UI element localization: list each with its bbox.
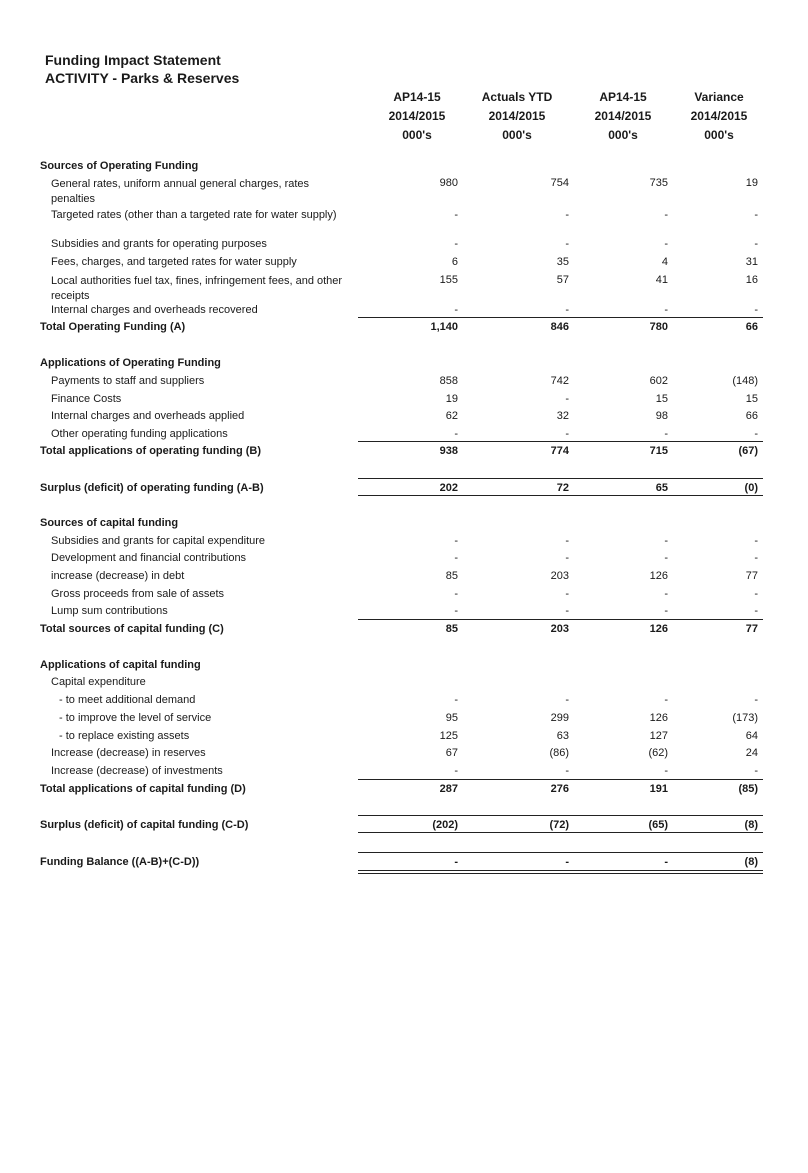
cell-value: 72 — [556, 482, 569, 494]
row-label: Funding Balance ((A-B)+(C-D)) — [40, 856, 200, 868]
table-row — [0, 535, 808, 553]
cell-value: 299 — [550, 712, 569, 724]
cell-value: 1,140 — [430, 321, 458, 333]
cell-value: - — [565, 694, 569, 706]
cell-value: 846 — [550, 321, 569, 333]
cell-value: 742 — [550, 375, 569, 387]
cell-value: - — [454, 535, 458, 547]
column-header-actuals-ytd: Actuals YTD 2014/2015 000's — [481, 90, 553, 142]
table-row — [0, 177, 808, 205]
cell-value: - — [664, 209, 668, 221]
cell-value: - — [754, 238, 758, 250]
cell-value: 715 — [649, 445, 668, 457]
cell-value: - — [454, 428, 458, 440]
row-label: increase (decrease) in debt — [51, 570, 185, 582]
table-row — [0, 605, 808, 623]
cell-value: 15 — [745, 393, 758, 405]
table-row — [0, 445, 808, 463]
cell-value: 67 — [445, 747, 458, 759]
cell-value: 15 — [655, 393, 668, 405]
row-label: Internal charges and overheads applied — [51, 410, 245, 422]
row-label: General rates, uniform annual general charges, rates penalties — [51, 178, 310, 205]
cell-value: - — [664, 552, 668, 564]
cell-value: - — [754, 588, 758, 600]
row-label: Surplus (deficit) of operating funding (A-B) — [40, 482, 264, 494]
cell-value: 125 — [439, 730, 458, 742]
cell-value: - — [754, 694, 758, 706]
cell-value: - — [565, 588, 569, 600]
cell-value: - — [754, 304, 758, 316]
row-label: Gross proceeds from sale of assets — [51, 588, 225, 600]
cell-value: - — [454, 304, 458, 316]
row-label: Total sources of capital funding (C) — [40, 623, 224, 635]
cell-value: 66 — [745, 410, 758, 422]
cell-value: - — [664, 304, 668, 316]
table-row — [0, 676, 808, 694]
cell-value: (67) — [738, 445, 758, 457]
cell-value: - — [565, 209, 569, 221]
cell-value: 126 — [649, 623, 668, 635]
row-label: Finance Costs — [51, 393, 122, 405]
table-row — [0, 410, 808, 428]
cell-value: 126 — [649, 570, 668, 582]
column-header-ap14-15-second: AP14-15 2014/2015 000's — [594, 90, 652, 142]
row-label: Sources of capital funding — [40, 517, 179, 529]
cell-value: 602 — [649, 375, 668, 387]
rule-line — [358, 495, 763, 496]
table-row — [0, 274, 808, 302]
table-row — [0, 730, 808, 748]
row-label: Targeted rates (other than a targeted rate for water supply) — [51, 209, 337, 221]
rule-line — [358, 441, 763, 442]
cell-value: - — [754, 209, 758, 221]
table-row — [0, 856, 808, 874]
cell-value: 77 — [745, 623, 758, 635]
cell-value: 191 — [649, 783, 668, 795]
row-label: Sources of Operating Funding — [40, 160, 199, 172]
cell-value: 98 — [655, 410, 668, 422]
cell-value: (65) — [648, 819, 668, 831]
row-label: Subsidies and grants for operating purposes — [51, 238, 267, 250]
cell-value: - — [565, 393, 569, 405]
table-row — [0, 783, 808, 801]
cell-value: 57 — [556, 274, 569, 286]
row-label: Other operating funding applications — [51, 428, 228, 440]
table-row — [0, 659, 808, 677]
table-row — [0, 552, 808, 570]
cell-value: (62) — [648, 747, 668, 759]
row-label: Development and financial contributions — [51, 552, 247, 564]
cell-value: - — [664, 428, 668, 440]
table-row — [0, 819, 808, 837]
cell-value: - — [664, 856, 668, 868]
cell-value: - — [565, 605, 569, 617]
row-label: Applications of capital funding — [40, 659, 201, 671]
cell-value: 735 — [649, 177, 668, 189]
cell-value: 35 — [556, 256, 569, 268]
row-label: Total applications of capital funding (D) — [40, 783, 246, 795]
cell-value: 202 — [439, 482, 458, 494]
cell-value: 85 — [445, 570, 458, 582]
cell-value: 203 — [550, 570, 569, 582]
table-row — [0, 712, 808, 730]
cell-value: 32 — [556, 410, 569, 422]
cell-value: 85 — [445, 623, 458, 635]
activity-title: ACTIVITY - Parks & Reserves — [45, 70, 240, 86]
cell-value: 77 — [745, 570, 758, 582]
cell-value: (86) — [549, 747, 569, 759]
row-label: Internal charges and overheads recovered — [51, 304, 258, 316]
cell-value: 276 — [550, 783, 569, 795]
cell-value: - — [754, 765, 758, 777]
cell-value: (202) — [432, 819, 458, 831]
cell-value: - — [664, 765, 668, 777]
cell-value: 95 — [445, 712, 458, 724]
table-row — [0, 570, 808, 588]
cell-value: - — [754, 605, 758, 617]
cell-value: - — [454, 694, 458, 706]
rule-line — [358, 478, 763, 479]
cell-value: - — [664, 238, 668, 250]
row-label: Payments to staff and suppliers — [51, 375, 205, 387]
cell-value: 4 — [661, 256, 668, 268]
cell-value: 980 — [439, 177, 458, 189]
cell-value: 203 — [550, 623, 569, 635]
rule-line — [358, 852, 763, 853]
rule-line — [358, 870, 763, 871]
cell-value: - — [454, 209, 458, 221]
cell-value: 155 — [439, 274, 458, 286]
rule-line — [358, 815, 763, 816]
cell-value: 41 — [655, 274, 668, 286]
cell-value: (72) — [549, 819, 569, 831]
cell-value: - — [565, 856, 569, 868]
table-row — [0, 747, 808, 765]
row-label: Total Operating Funding (A) — [40, 321, 186, 333]
table-row — [0, 588, 808, 606]
cell-value: - — [454, 588, 458, 600]
row-label: Subsidies and grants for capital expenditure — [51, 535, 266, 547]
rule-line — [358, 832, 763, 833]
table-row — [0, 256, 808, 274]
cell-value: - — [454, 856, 458, 868]
row-label: - to replace existing assets — [59, 730, 190, 742]
rule-line — [358, 873, 763, 874]
row-label: Local authorities fuel tax, fines, infringement fees, and other receipts — [51, 275, 343, 302]
cell-value: 63 — [556, 730, 569, 742]
cell-value: - — [664, 588, 668, 600]
cell-value: 64 — [745, 730, 758, 742]
document-title: Funding Impact Statement — [45, 52, 221, 68]
cell-value: 31 — [745, 256, 758, 268]
cell-value: - — [664, 605, 668, 617]
table-row — [0, 482, 808, 500]
cell-value: (173) — [732, 712, 758, 724]
row-label: Total applications of operating funding (B) — [40, 445, 261, 457]
cell-value: (8) — [744, 856, 758, 868]
table-row — [0, 623, 808, 641]
rule-line — [358, 619, 763, 620]
cell-value: - — [565, 428, 569, 440]
cell-value: - — [565, 765, 569, 777]
table-row — [0, 209, 808, 227]
column-header-variance: Variance 2014/2015 000's — [690, 90, 748, 142]
row-label: Lump sum contributions — [51, 605, 168, 617]
table-row — [0, 304, 808, 322]
cell-value: 126 — [649, 712, 668, 724]
row-label: - to meet additional demand — [59, 694, 196, 706]
row-label: Surplus (deficit) of capital funding (C-D) — [40, 819, 249, 831]
table-row — [0, 428, 808, 446]
cell-value: 938 — [439, 445, 458, 457]
cell-value: (148) — [732, 375, 758, 387]
row-label: Capital expenditure — [51, 676, 146, 688]
cell-value: - — [565, 552, 569, 564]
cell-value: - — [565, 304, 569, 316]
cell-value: - — [454, 765, 458, 777]
table-row — [0, 357, 808, 375]
cell-value: 66 — [745, 321, 758, 333]
row-label: Applications of Operating Funding — [40, 357, 221, 369]
cell-value: 780 — [649, 321, 668, 333]
row-label: Fees, charges, and targeted rates for water supply — [51, 256, 297, 268]
rule-line — [358, 779, 763, 780]
cell-value: (0) — [744, 482, 758, 494]
cell-value: 16 — [745, 274, 758, 286]
cell-value: 19 — [745, 177, 758, 189]
table-row — [0, 517, 808, 535]
row-label: Increase (decrease) in reserves — [51, 747, 206, 759]
cell-value: 19 — [445, 393, 458, 405]
table-row — [0, 375, 808, 393]
table-row — [0, 765, 808, 783]
cell-value: 287 — [439, 783, 458, 795]
row-label: - to improve the level of service — [59, 712, 212, 724]
table-row — [0, 238, 808, 256]
cell-value: 127 — [649, 730, 668, 742]
rule-line — [358, 317, 763, 318]
cell-value: 754 — [550, 177, 569, 189]
cell-value: - — [454, 238, 458, 250]
table-row — [0, 694, 808, 712]
cell-value: - — [454, 605, 458, 617]
cell-value: 774 — [550, 445, 569, 457]
cell-value: - — [754, 428, 758, 440]
cell-value: 858 — [439, 375, 458, 387]
cell-value: 6 — [451, 256, 458, 268]
cell-value: - — [754, 552, 758, 564]
table-row — [0, 393, 808, 411]
table-row — [0, 160, 808, 178]
cell-value: 24 — [745, 747, 758, 759]
cell-value: - — [565, 238, 569, 250]
cell-value: - — [454, 552, 458, 564]
cell-value: - — [664, 535, 668, 547]
column-header-ap14-15: AP14-15 2014/2015 000's — [388, 90, 446, 142]
cell-value: - — [565, 535, 569, 547]
cell-value: - — [754, 535, 758, 547]
cell-value: 62 — [445, 410, 458, 422]
cell-value: (85) — [738, 783, 758, 795]
cell-value: - — [664, 694, 668, 706]
cell-value: 65 — [655, 482, 668, 494]
row-label: Increase (decrease) of investments — [51, 765, 223, 777]
cell-value: (8) — [744, 819, 758, 831]
table-row — [0, 321, 808, 339]
